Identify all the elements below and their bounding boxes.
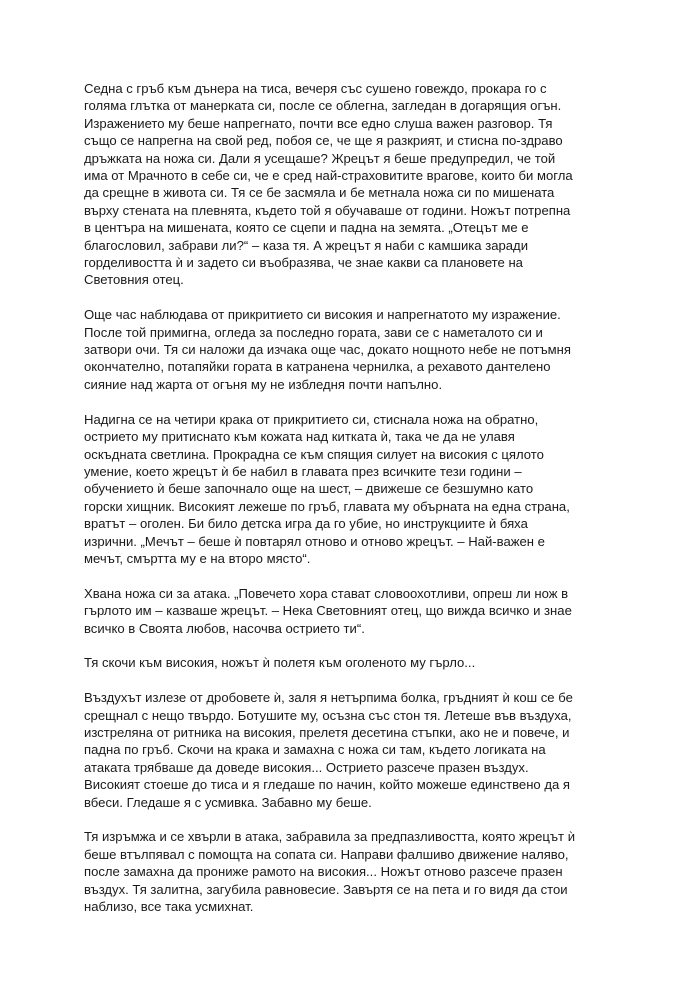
text-line: също се напрегна на свой ред, побоя се, че ще я разкрият, и стисна по-здраво xyxy=(84,133,563,149)
text-line: срещнал с нещо твърдо. Ботушите му, осъзна със стон тя. Летеше във въздуха, xyxy=(84,707,572,723)
text-line: Надигна се на четири крака от прикритието си, стиснала ножа на обратно, xyxy=(84,411,539,427)
text-line: горски хищник. Високият лежеше по гръб, главата му обърната на една страна, xyxy=(84,498,570,514)
text-line: после замахна да прониже рамото на високия... Ножът отново разсече празен xyxy=(84,864,563,880)
text-line: Тя скочи към високия, ножът ѝ полетя към оголеното му гърло... xyxy=(84,655,476,671)
paragraph xyxy=(84,689,624,811)
text-line: Изражението му беше напрегнато, почти все едно слуша важен разговор. Тя xyxy=(84,115,553,131)
text-line: мечът, смъртта му е на второ място“. xyxy=(84,550,311,566)
text-line: умение, което жрецът ѝ бе набил в главата през всичките тези години – xyxy=(84,463,522,479)
paragraph xyxy=(84,828,624,915)
text-line: Хвана ножа си за атака. „Повечето хора стават словоохотливи, опреш ли нож в xyxy=(84,585,569,601)
text-line: въздух. Тя залитна, загубила равновесие. Завъртя се на пета и го видя да стои xyxy=(84,881,568,897)
text-line: вратът – оголен. Би било детска игра да го убие, но инструкциите ѝ бяха xyxy=(84,516,528,532)
paragraph xyxy=(84,654,624,671)
text-line: горделивостта ѝ и задето си въобразява, че знае какви са плановете на xyxy=(84,255,523,271)
paragraph xyxy=(84,80,624,289)
text-line: Световния отец. xyxy=(84,272,184,288)
text-line: изстреляна от ритника на високия, прелетя десетина стъпки, ако не и повече, и xyxy=(84,724,570,740)
text-line: После той примигна, огледа за последно гората, зави се с наметалото си и xyxy=(84,324,543,340)
text-line: гърлото им – казваше жрецът. – Нека Световният отец, що вижда всичко и знае xyxy=(84,603,572,619)
text-line: Тя изръмжа и се хвърли в атака, забравила за предпазливостта, която жрецът ѝ xyxy=(84,829,576,845)
text-line: върху стената на плевнята, където той я обучаваше от години. Ножът потрепна xyxy=(84,202,571,218)
paragraph xyxy=(84,411,624,568)
text-line: има от Мрачното в себе си, че е сред най-страховитите врагове, които би могла xyxy=(84,168,573,184)
text-line: затвори очи. Тя си наложи да изчака още час, докато нощното небе не потъмня xyxy=(84,342,571,358)
text-line: падна по гръб. Скочи на крака и замахна с ножа си там, където логиката на xyxy=(84,742,546,758)
body-text xyxy=(84,80,624,933)
text-line: изрични. „Мечът – беше ѝ повтарял отново и отново жрецът. – Най-важен е xyxy=(84,533,545,549)
text-line: Седна с гръб към дънера на тиса, вечеря със сушено говеждо, прокара го с xyxy=(84,81,547,96)
text-line: да срещне в живота си. Тя се бе засмяла и бе метнала ножа си по мишената xyxy=(84,185,555,201)
paragraph xyxy=(84,585,624,637)
text-line: благословил, забрави ли?“ – каза тя. А жрецът я наби с камшика заради xyxy=(84,237,529,253)
text-line: сияние над жарта от огъня му не избледня почти напълно. xyxy=(84,376,443,392)
text-line: острието му притиснато към кожата над китката ѝ, така че да не улавя xyxy=(84,429,515,445)
text-line: дръжката на ножа си. Дали я усещаше? Жрецът я беше предупредил, че той xyxy=(84,150,556,166)
text-line: Още час наблюдава от прикритието си високия и напрегнатото му изражение. xyxy=(84,307,561,323)
text-line: в центъра на мишената, която се сцепи и падна на земята. „Отецът ме е xyxy=(84,220,529,236)
text-line: окончателно, потапяйки гората в катранена чернилка, а рехавото дантелено xyxy=(84,359,551,375)
text-line: атаката трябваше да доведе високия... Острието разсече празен въздух. xyxy=(84,759,529,775)
paragraph xyxy=(84,306,624,393)
text-line: беше втълпявал с помощта на сопата си. Направи фалшиво движение наляво, xyxy=(84,846,569,862)
text-line: Въздухът излезе от дробовете ѝ, заля я нетърпима болка, гръдният ѝ кош се бе xyxy=(84,690,573,706)
text-line: вбеси. Гледаше я с усмивка. Забавно му беше. xyxy=(84,794,372,810)
text-line: Високият стоеше до тиса и я гледаше по начин, който можеше единствено да я xyxy=(84,777,571,793)
text-line: голяма глътка от манерката си, после се облегна, загледан в догарящия огън. xyxy=(84,98,562,114)
text-line: обучението ѝ беше започнало още на шест, – движеше се безшумно като xyxy=(84,481,534,497)
text-line: наблизо, все така усмихнат. xyxy=(84,899,254,914)
text-line: оскъдната светлина. Прокрадна се към спящия силует на високия с цялото xyxy=(84,446,544,462)
text-line: всичко в Своята любов, насочва острието ти“. xyxy=(84,620,365,636)
